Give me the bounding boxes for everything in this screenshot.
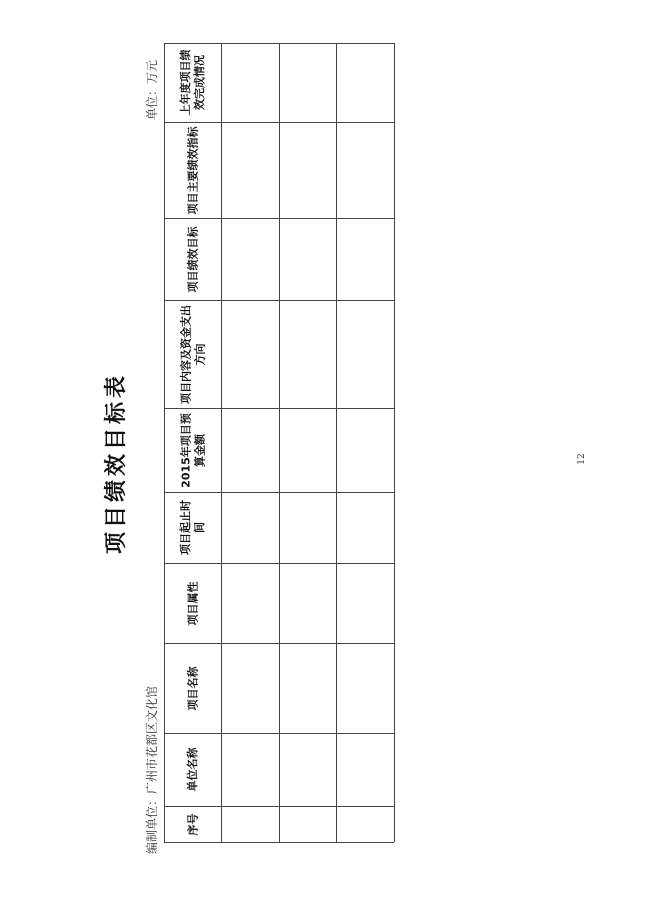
- table-header-cell: 序号: [185, 813, 199, 835]
- table-cell: [279, 122, 336, 218]
- table-cell: [221, 218, 279, 300]
- table-cell: [221, 806, 279, 842]
- table-cell: [221, 300, 279, 408]
- table-cell: [336, 43, 394, 122]
- table-cell: [279, 806, 336, 842]
- table-cell: [279, 43, 336, 122]
- table-header-cell: 项目绩效目标: [185, 226, 199, 292]
- table-cell: [336, 563, 394, 643]
- table-cell: [221, 122, 279, 218]
- table-cell: [336, 806, 394, 842]
- table-cell: [336, 733, 394, 806]
- table-cell: [336, 408, 394, 492]
- table-cell: [336, 643, 394, 733]
- unit-label: 单位：万元: [145, 60, 159, 121]
- page-number: 12: [577, 453, 587, 465]
- table-cell: [221, 563, 279, 643]
- table-header-cell: 项目主要绩效指标: [185, 126, 199, 214]
- table-cell: [336, 122, 394, 218]
- table-header-cell: 项目名称: [185, 666, 199, 710]
- table-rule: [164, 43, 165, 842]
- table-header-cell: 上年度项目绩效完成情况: [178, 49, 206, 116]
- table-cell: [279, 643, 336, 733]
- table-cell: [279, 300, 336, 408]
- table-rule: [394, 43, 395, 842]
- organization-label: 编制单位：广州市花都区文化馆: [145, 685, 159, 854]
- table-cell: [279, 492, 336, 563]
- table-header-cell: 项目属性: [185, 581, 199, 625]
- table-cell: [221, 733, 279, 806]
- table-cell: [279, 733, 336, 806]
- table-cell: [279, 408, 336, 492]
- table-rule: [164, 842, 394, 843]
- table-cell: [336, 492, 394, 563]
- table-cell: [221, 643, 279, 733]
- table-cell: [279, 218, 336, 300]
- table-header-cell: 项目内容及资金支出方向: [178, 304, 206, 404]
- table-cell: [336, 218, 394, 300]
- table-cell: [221, 408, 279, 492]
- table-cell: [279, 563, 336, 643]
- page-title: 项目绩效目标表: [103, 372, 129, 555]
- table-cell: [336, 300, 394, 408]
- table-cell: [221, 43, 279, 122]
- table-cell: [221, 492, 279, 563]
- table-header-cell: 项目起止时间: [178, 500, 206, 555]
- table-header-cell: 单位名称: [185, 747, 199, 792]
- table-header-cell: 2015年项目预算金额: [178, 412, 206, 488]
